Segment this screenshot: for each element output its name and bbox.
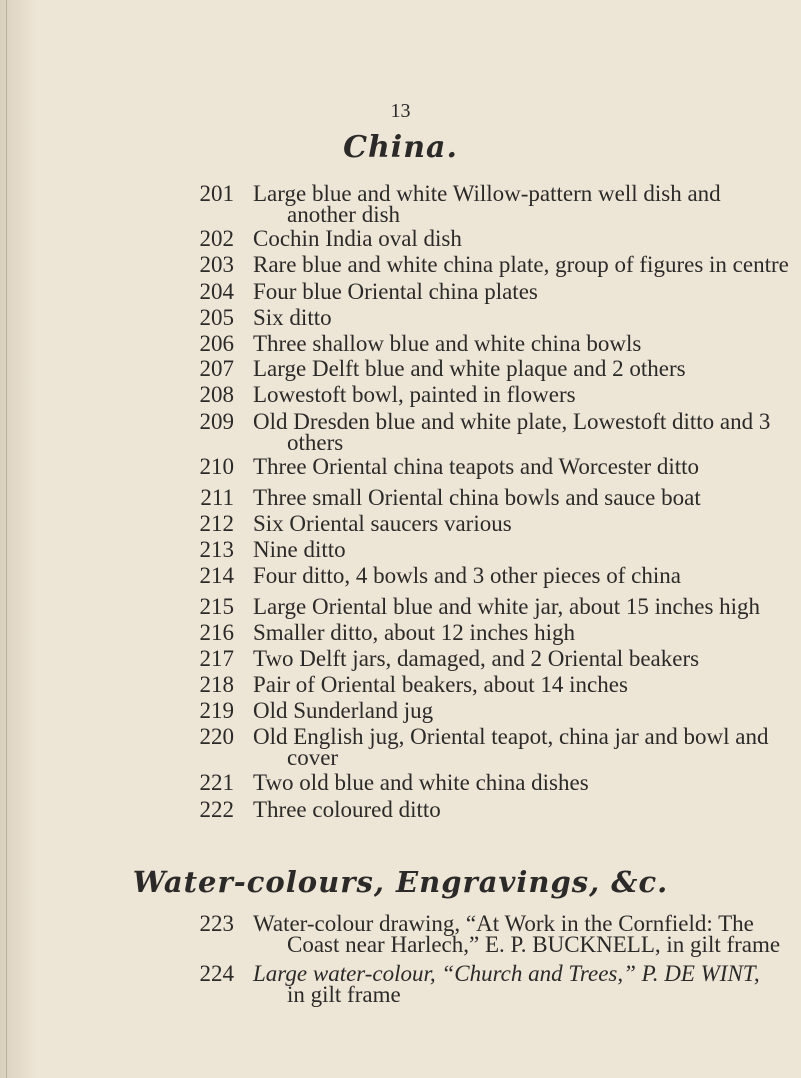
lot-number: 202	[199, 226, 234, 251]
lot-number: 206	[199, 331, 234, 356]
lot-description: Smaller ditto, about 12 inches high	[253, 620, 575, 645]
lot-description: Large Oriental blue and white jar, about 15 inches high	[253, 594, 761, 619]
lot-description: Large water-colour, “Church and Trees,” P. DE WINT,	[253, 961, 760, 986]
lot-description: Four ditto, 4 bowls and 3 other pieces of china	[253, 563, 681, 588]
lot-description-continued: another dish	[287, 202, 401, 227]
lot-number: 218	[199, 672, 234, 697]
lot-description: Two Delft jars, damaged, and 2 Oriental beakers	[253, 646, 700, 671]
lot-number: 209	[199, 409, 234, 434]
lot-number: 224	[199, 961, 234, 986]
lot-description: Cochin India oval dish	[253, 226, 462, 251]
lot-number: 213	[199, 537, 234, 562]
lot-number: 214	[199, 563, 234, 588]
lot-description: Nine ditto	[253, 537, 346, 562]
lot-number: 221	[199, 770, 234, 795]
lot-number: 203	[199, 252, 234, 277]
lot-description-continued: cover	[287, 745, 339, 770]
lot-description: Two old blue and white china dishes	[253, 770, 589, 795]
lot-number: 204	[199, 279, 234, 304]
lot-description: Three shallow blue and white china bowls	[253, 331, 642, 356]
lot-description: Rare blue and white china plate, group of figures in centre	[253, 252, 789, 277]
lot-description: Lowestoft bowl, painted in flowers	[253, 382, 576, 407]
lot-description: Three Oriental china teapots and Worcester ditto	[253, 454, 700, 479]
lot-number: 208	[199, 382, 234, 407]
section-heading-china: China.	[343, 130, 458, 165]
lot-description: Old Dresden blue and white plate, Lowestoft ditto and 3	[253, 409, 771, 434]
lot-number: 215	[199, 594, 234, 619]
lot-number: 220	[199, 724, 234, 749]
lot-description-continued: in gilt frame	[287, 982, 401, 1007]
lot-number: 216	[199, 620, 234, 645]
section-heading-watercolours: Water-colours, Engravings, &c.	[132, 865, 669, 899]
lot-description: Water-colour drawing, “At Work in the Cornfield: The	[253, 911, 754, 936]
lot-description: Old Sunderland jug	[253, 698, 434, 723]
lot-description: Large Delft blue and white plaque and 2 others	[253, 356, 686, 381]
lot-description: Three small Oriental china bowls and sauce boat	[253, 485, 701, 510]
lot-description: Six ditto	[253, 305, 332, 330]
lot-description: Three coloured ditto	[253, 797, 441, 822]
lot-number: 217	[199, 646, 234, 671]
lot-number: 201	[199, 181, 234, 206]
lot-number: 210	[199, 454, 234, 479]
lot-description-continued: Coast near Harlech,” E. P. BUCKNELL, in gilt frame	[287, 932, 781, 957]
lot-description: Pair of Oriental beakers, about 14 inches	[253, 672, 628, 697]
lot-number: 207	[199, 356, 234, 381]
page-number: 13	[390, 100, 411, 122]
lot-description: Four blue Oriental china plates	[253, 279, 538, 304]
lot-number: 222	[199, 797, 234, 822]
lot-number: 212	[199, 511, 234, 536]
lot-number: 211	[200, 485, 234, 510]
lot-description: Large blue and white Willow-pattern well dish and	[253, 181, 721, 206]
lot-number: 219	[199, 698, 234, 723]
lot-number: 205	[199, 305, 234, 330]
lot-description: Old English jug, Oriental teapot, china jar and bowl and	[253, 724, 769, 749]
lot-number: 223	[199, 911, 234, 936]
lot-description-continued: others	[287, 430, 344, 455]
lot-description: Six Oriental saucers various	[253, 511, 512, 536]
